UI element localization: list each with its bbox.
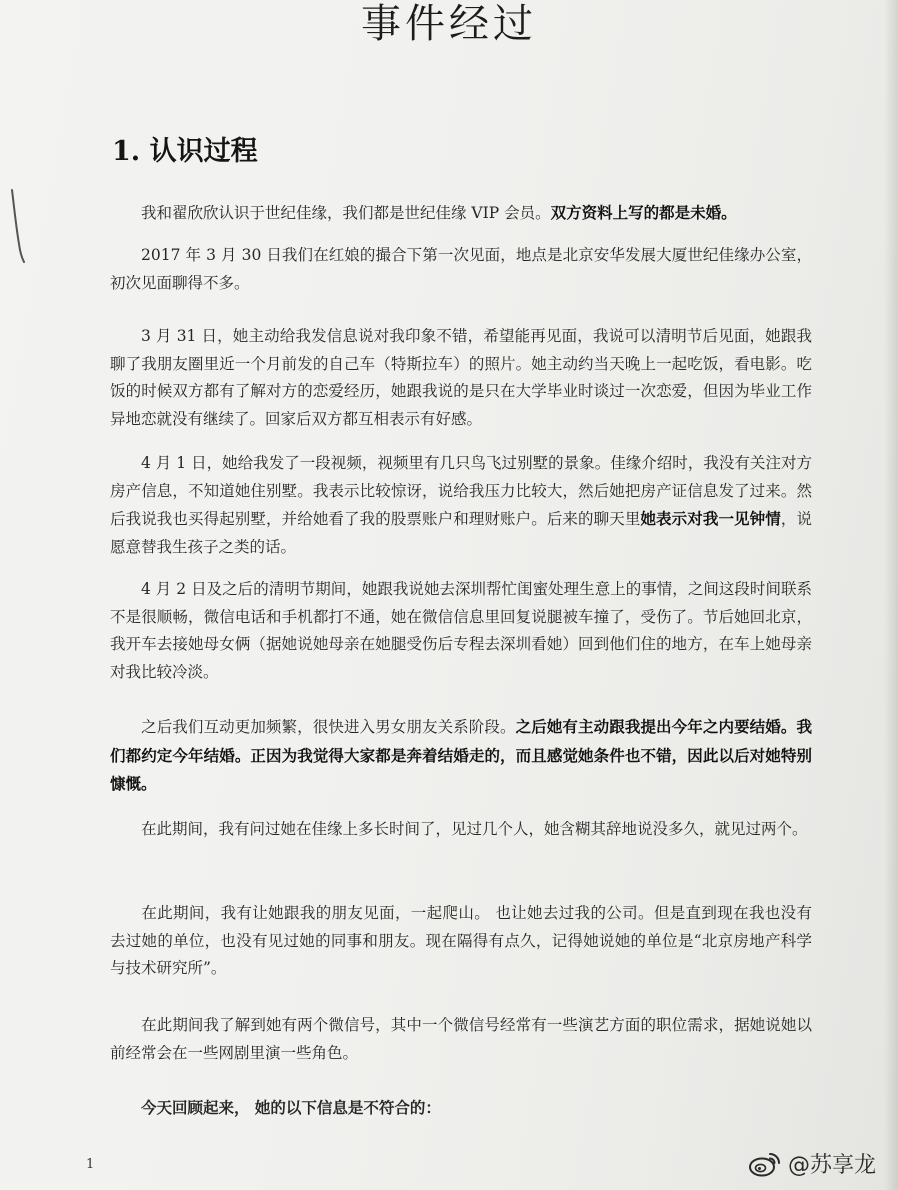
text-run: 在此期间，我有让她跟我的朋友见面，一起爬山。 也让她去过我的公司。但是直到现在我也没有去过她的单位，也没有见过她的同事和朋友。现在隔得有点久，记得她说她的单位是“北京房地产科学与技术研究所”。 (110, 904, 812, 977)
paragraph (110, 199, 812, 228)
page-edge-shadow (884, 0, 898, 1190)
pen-mark-icon (4, 186, 28, 266)
paragraph (110, 713, 812, 799)
paragraph (110, 323, 812, 433)
page-number: 1 (86, 1157, 95, 1172)
text-run: 在此期间我了解到她有两个微信号，其中一个微信号经常有一些演艺方面的职位需求，据她说她以前经常会在一些网剧里演一些角色。 (110, 1016, 812, 1062)
text-run: 我和翟欣欣认识于世纪佳缘，我们都是世纪佳缘 VIP 会员。 (141, 204, 551, 222)
weibo-handle: @苏享龙 (787, 1153, 876, 1178)
text-run: 3 月 31 日，她主动给我发信息说对我印象不错，希望能再见面，我说可以清明节后见面，她跟我聊了我朋友圈里近一个月前发的自己车（特斯拉车）的照片。她主动约当天晚上一起吃饭，看电影。吃饭的时候双方都有了解对方的恋爱经历，她跟我说的是只在大学毕业时谈过一次恋爱，但因为毕业工作异地恋就没有继续了。回家后双方都互相表示有好感。 (110, 327, 812, 428)
paragraph (110, 242, 812, 297)
text-run: 今天回顾起来， 她的以下信息是不符合的： (141, 1098, 441, 1117)
text-run: 4 月 1 日，她给我发了一段视频，视频里有几只鸟飞过别墅的景象。佳缘介绍时，我没有关注对方房产信息，不知道她住别墅。我表示比较惊讶，说给我压力比较大，然后她把房产证信息发了过来。然后我说我也买得起别墅，并给她看了我的股票账户和理财账户。后来的聊天里 (110, 454, 812, 528)
section-heading: 1. 认识过程 (112, 136, 258, 167)
weibo-watermark (748, 1148, 876, 1179)
paragraph (110, 900, 812, 983)
bold-text-run: 她表示对我一见钟情 (640, 509, 781, 528)
text-run: 4 月 2 日及之后的清明节期间，她跟我说她去深圳帮忙闺蜜处理生意上的事情，之间这段时间联系不是很顺畅，微信电话和手机都打不通，她在微信信息里回复说腿被车撞了，受伤了。节后她回北京，我开车去接她母女俩（据她说她母亲在她腿受伤后专程去深圳看她）回到他们住的地方，在车上她母亲对我比较冷淡。 (110, 580, 812, 681)
paragraph (110, 576, 812, 686)
bold-text-run: 之后她有主动跟我提出今年之内要结婚。我们都约定今年结婚。正因为我觉得大家都是奔着结婚走的，而且感觉她条件也不错，因此以后对她特别慷慨。 (110, 717, 812, 793)
text-run: 之后我们互动更加频繁，很快进入男女朋友关系阶段。 (141, 718, 516, 736)
paragraph (110, 816, 812, 844)
paragraph (110, 450, 812, 561)
bold-text-run: 双方资料上写的都是未婚。 (550, 203, 737, 222)
paragraph (110, 1094, 812, 1122)
weibo-logo-icon (748, 1150, 782, 1178)
text-run: 在此期间，我有问过她在佳缘上多长时间了，见过几个人，她含糊其辞地说没多久，就见过两个。 (141, 820, 808, 838)
paragraph (110, 1012, 812, 1067)
text-run: 2017 年 3 月 30 日我们在红娘的撮合下第一次见面，地点是北京安华发展大厦世纪佳缘办公室，初次见面聊得不多。 (110, 246, 812, 292)
text-run: ，说愿意替我生孩子之类的话。 (110, 510, 812, 556)
document-title: 事件经过 (361, 1, 537, 47)
